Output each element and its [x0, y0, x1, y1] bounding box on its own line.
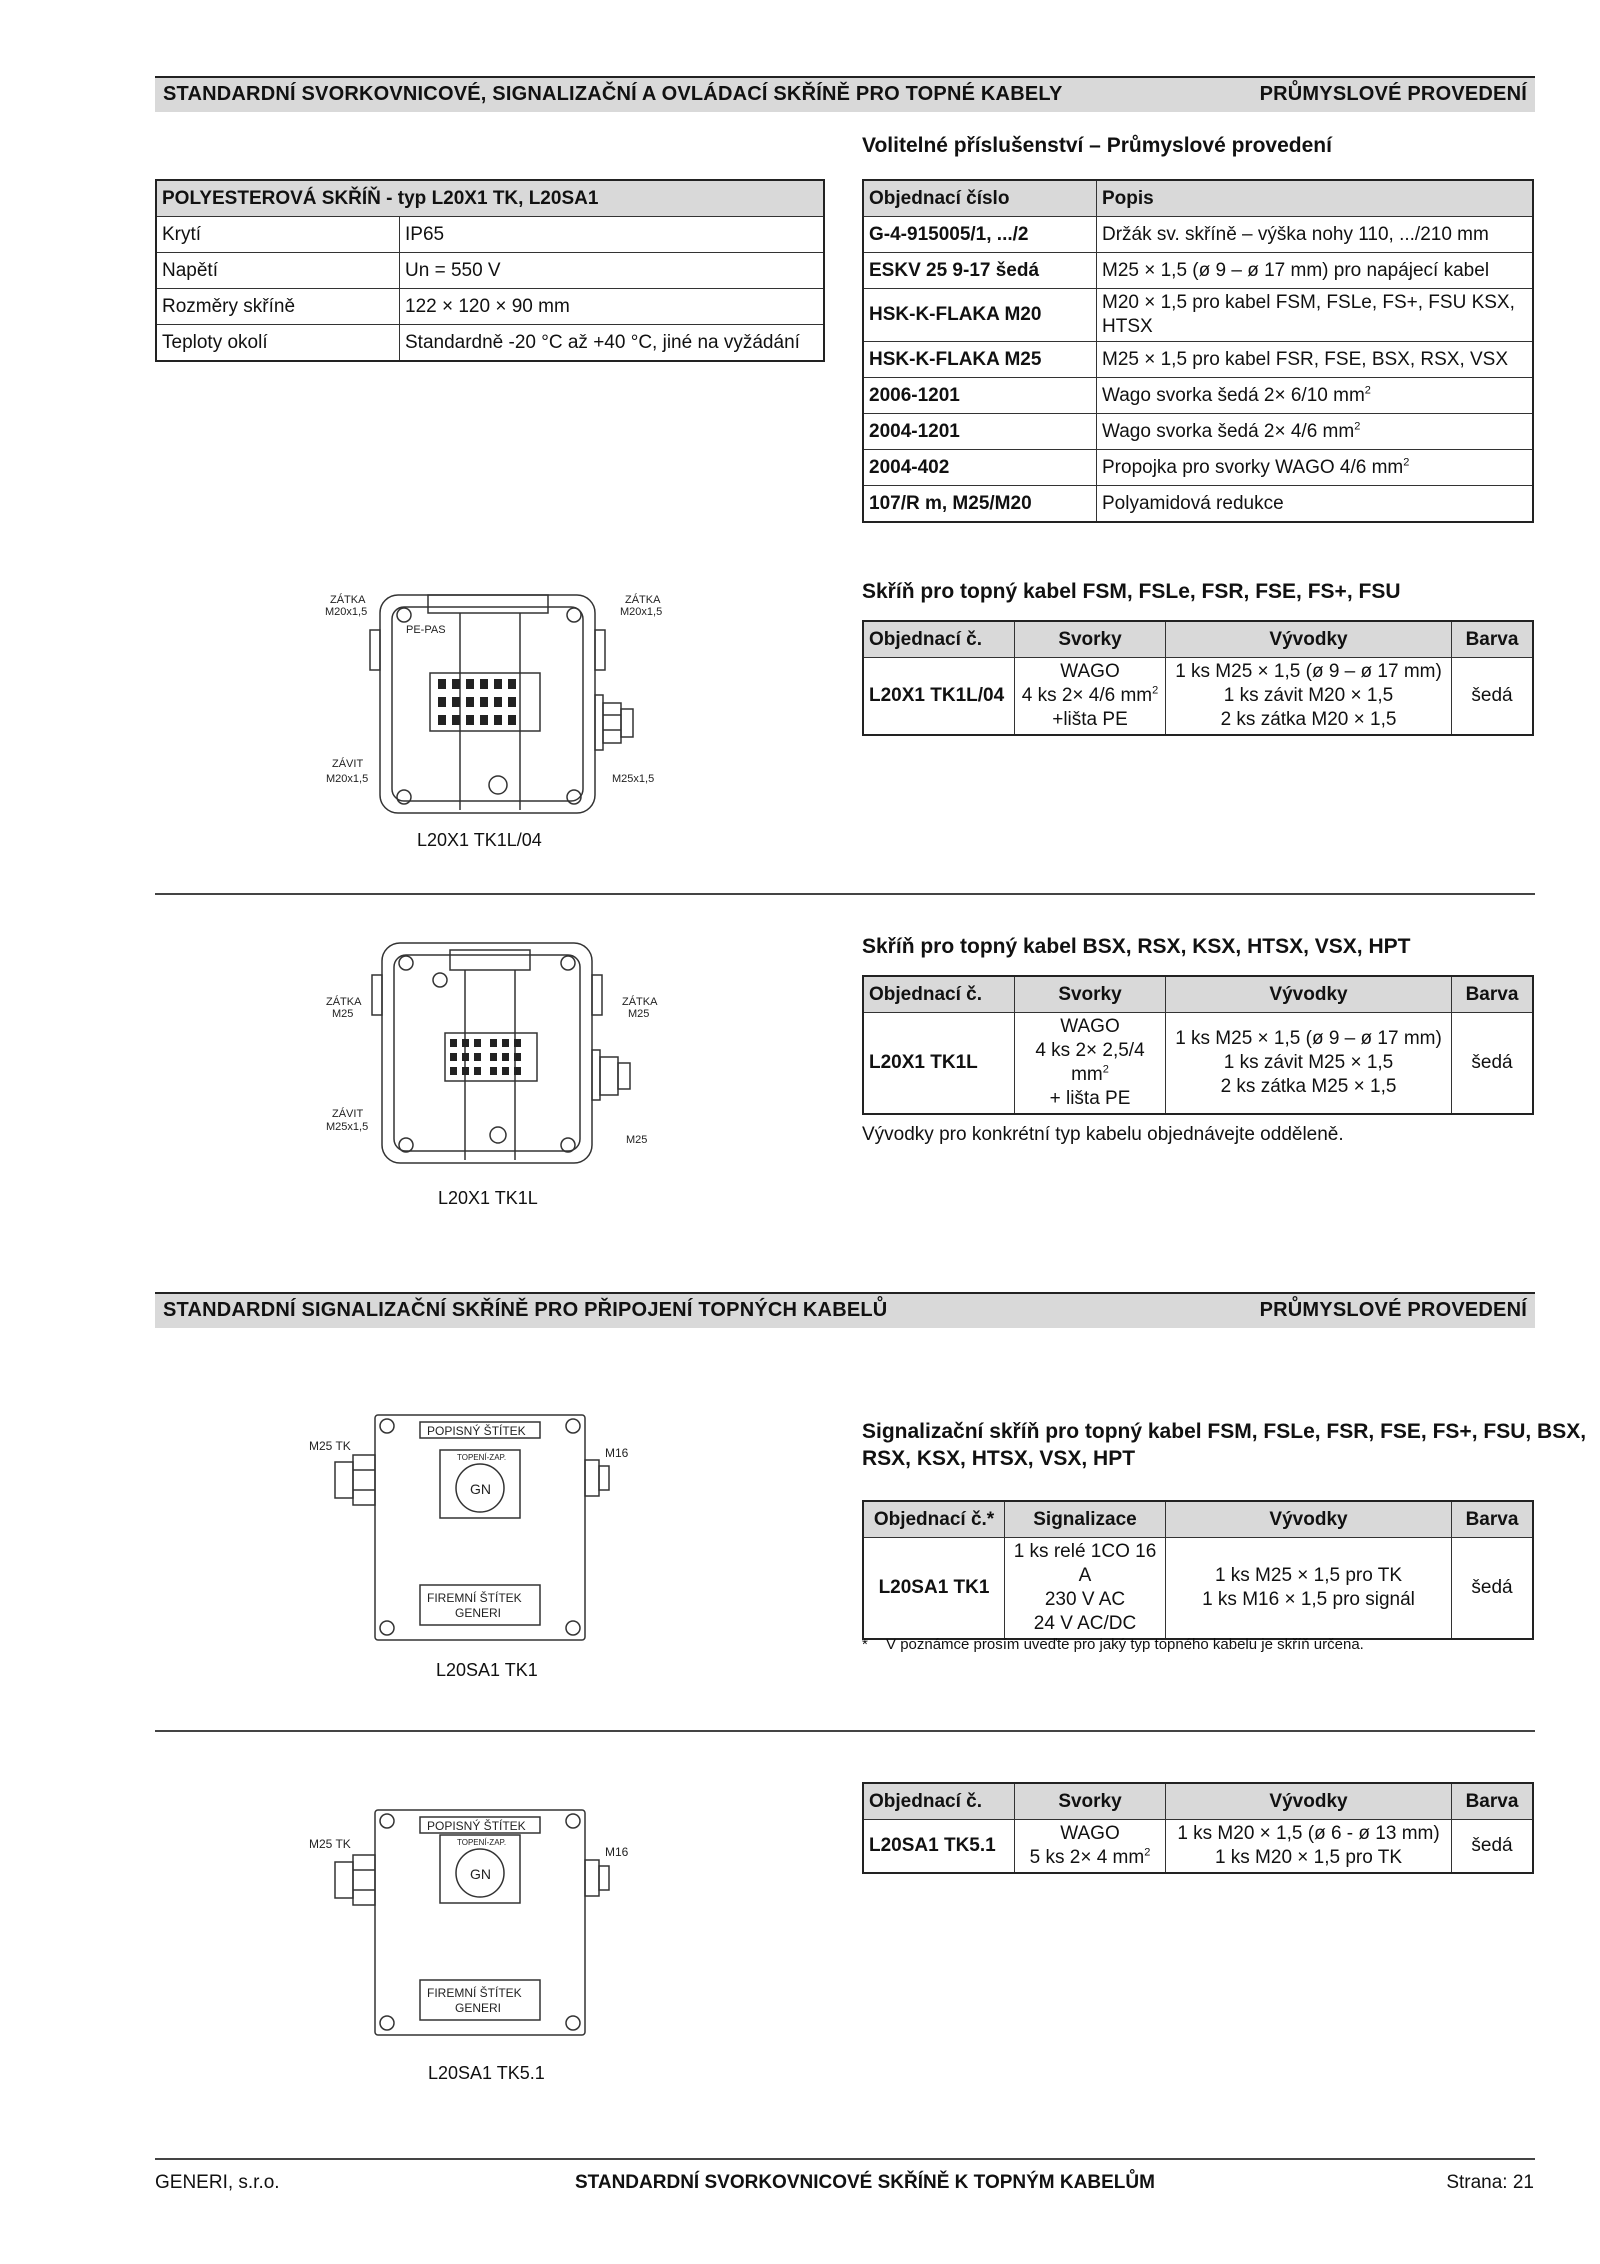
- firm-plate: FIREMNÍ ŠTÍTEK: [427, 1591, 522, 1605]
- header-title: STANDARDNÍ SVORKOVNICOVÉ, SIGNALIZAČNÍ A OVLÁDACÍ SKŘÍNĚ PRO TOPNÉ KABELY: [163, 83, 1063, 105]
- terminals-line: WAGO: [1060, 661, 1120, 682]
- col-header: Objednací č.: [863, 621, 1015, 658]
- order-code: 2004-1201: [863, 414, 1097, 450]
- thread-size: M25x1,5: [326, 1121, 369, 1133]
- box1-drawing: [320, 585, 663, 835]
- spec-title: POLYESTEROVÁ SKŘÍŇ - typ L20X1 TK, L20SA1: [156, 180, 824, 217]
- spec-key: Rozměry skříně: [156, 289, 400, 325]
- spec-key: Napětí: [156, 253, 400, 289]
- box2-title: Skříň pro topný kabel BSX, RSX, KSX, HTSX, VSX, HPT: [862, 935, 1411, 958]
- description: [1097, 253, 1534, 289]
- gland-right-label: M16: [605, 1845, 629, 1859]
- description-text: Propojka pro svorky WAGO 4/6 mm: [1102, 456, 1404, 478]
- superscript: 2: [1152, 684, 1159, 697]
- plug-left-label: ZÁTKA: [326, 996, 362, 1008]
- footer-page: Strana: 21: [1446, 2172, 1534, 2193]
- order-code: L20X1 TK1L/04: [863, 658, 1015, 736]
- terminals-line: WAGO: [1060, 1823, 1120, 1844]
- col-header: Svorky: [1015, 1783, 1166, 1820]
- glands-line: 1 ks M20 × 1,5 pro TK: [1214, 1847, 1403, 1868]
- glands-cell: [1166, 658, 1452, 736]
- col-header: Signalizace: [1005, 1501, 1166, 1538]
- col-header: Barva: [1452, 1783, 1534, 1820]
- order-code: HSK-K-FLAKA M20: [863, 289, 1097, 342]
- col-header: Vývodky: [1166, 1783, 1452, 1820]
- col-header: Objednací č.*: [863, 1501, 1005, 1538]
- superscript: 2: [1403, 456, 1410, 469]
- table-row: [863, 1538, 1533, 1640]
- table-row: [863, 450, 1533, 486]
- table-row: [863, 378, 1533, 414]
- plug-left-label: ZÁTKA: [330, 594, 366, 606]
- thread-size: M20x1,5: [326, 773, 369, 785]
- terminals-line: + lišta PE: [1049, 1088, 1131, 1109]
- superscript: 2: [1354, 420, 1361, 433]
- label-sub: TOPENÍ-ZAP.: [457, 1453, 507, 1462]
- table-row: [863, 1013, 1533, 1115]
- table-row: [863, 658, 1533, 736]
- gland-size: M25x1,5: [612, 773, 655, 785]
- separator: [155, 893, 1535, 895]
- terminals-line: 4 ks 2× 4/6 mm: [1021, 685, 1153, 706]
- signal-cell: [1005, 1538, 1166, 1640]
- col-header: Vývodky: [1166, 621, 1452, 658]
- gland-size: M25: [626, 1134, 648, 1146]
- description: [1097, 217, 1534, 253]
- accessories-title: Volitelné příslušenství – Průmyslové provedení: [862, 134, 1332, 157]
- order-code: 107/R m, M25/M20: [863, 486, 1097, 523]
- terminals-line: +lišta PE: [1052, 709, 1128, 730]
- color-cell: šedá: [1452, 1538, 1534, 1640]
- thread-label: ZÁVIT: [332, 758, 364, 770]
- col-header: Popis: [1097, 180, 1534, 217]
- description-text: Polyamidová redukce: [1102, 492, 1284, 514]
- box2-drawing: [320, 935, 660, 1175]
- description-text: Wago svorka šedá 2× 4/6 mm: [1102, 420, 1355, 442]
- description: [1097, 342, 1534, 378]
- footnote-text: V poznámce prosím uveďte pro jaký typ topného kabelu je skříň určena.: [886, 1636, 1364, 1653]
- terminals-line: 4 ks 2× 2,5/4 mm: [1035, 1040, 1145, 1085]
- plug-left-size: M20x1,5: [325, 606, 368, 618]
- description-text: M20 × 1,5 pro kabel FSM, FSLe, FS+, FSU KSX, HTSX: [1102, 292, 1515, 337]
- firm-plate: FIREMNÍ ŠTÍTEK: [427, 1986, 522, 2000]
- gn-label: GN: [470, 1481, 491, 1497]
- spec-key: Teploty okolí: [156, 325, 400, 362]
- label-plate: POPISNÝ ŠTÍTEK: [427, 1819, 526, 1833]
- spec-value: IP65: [400, 217, 825, 253]
- label-sub: TOPENÍ-ZAP.: [457, 1838, 507, 1847]
- description-text: Držák sv. skříně – výška nohy 110, .../210 mm: [1102, 223, 1489, 245]
- gn-label: GN: [470, 1866, 491, 1882]
- header-right: PRŮMYSLOVÉ PROVEDENÍ: [1259, 83, 1527, 105]
- box2-caption: L20X1 TK1L: [438, 1188, 538, 1208]
- order-code: ESKV 25 9-17 šedá: [863, 253, 1097, 289]
- spec-value: 122 × 120 × 90 mm: [400, 289, 825, 325]
- spec-value: Un = 550 V: [400, 253, 825, 289]
- description: [1097, 378, 1534, 414]
- box3-drawing: [305, 1410, 629, 1650]
- terminals-cell: [1015, 658, 1166, 736]
- col-header: Vývodky: [1166, 1501, 1452, 1538]
- order-code: L20X1 TK1L: [863, 1013, 1015, 1115]
- box2-table: [862, 975, 1534, 1115]
- spec-table: [155, 179, 825, 362]
- box3-title-2: RSX, KSX, HTSX, VSX, HPT: [862, 1447, 1136, 1470]
- table-row: [863, 486, 1533, 523]
- table-row: [863, 414, 1533, 450]
- pe-label: PE-PAS: [406, 624, 446, 636]
- box2-note: Vývodky pro konkrétní typ kabelu objednávejte odděleně.: [862, 1124, 1344, 1145]
- footer-title: STANDARDNÍ SVORKOVNICOVÉ SKŘÍNĚ K TOPNÝM KABELŮM: [575, 2172, 1155, 2193]
- gland-right-label: M16: [605, 1446, 629, 1460]
- footnote: [862, 1636, 1364, 1653]
- section2-right: PRŮMYSLOVÉ PROVEDENÍ: [1259, 1299, 1527, 1321]
- col-header: Vývodky: [1166, 976, 1452, 1013]
- plug-right-size: M20x1,5: [620, 606, 663, 618]
- gland-left-label: M25 TK: [309, 1439, 351, 1453]
- footnote-mark: *: [862, 1636, 868, 1653]
- box4-drawing: [305, 1805, 629, 2045]
- table-row: [863, 1820, 1533, 1874]
- glands-cell: [1166, 1538, 1452, 1640]
- superscript: 2: [1364, 384, 1371, 397]
- separator: [155, 1730, 1535, 1732]
- col-header: Barva: [1452, 976, 1534, 1013]
- order-code: G-4-915005/1, .../2: [863, 217, 1097, 253]
- superscript: 2: [1144, 1846, 1151, 1859]
- glands-line: 1 ks M20 × 1,5 (ø 6 - ø 13 mm): [1177, 1823, 1440, 1844]
- thread-label: ZÁVIT: [332, 1108, 364, 1120]
- plug-right-label: ZÁTKA: [622, 996, 658, 1008]
- table-row: [863, 289, 1533, 342]
- terminals-line: 5 ks 2× 4 mm: [1029, 1847, 1145, 1868]
- gland-left-label: M25 TK: [309, 1837, 351, 1851]
- box3-title: Signalizační skříň pro topný kabel FSM, FSLe, FSR, FSE, FS+, FSU, BSX,: [862, 1420, 1587, 1443]
- col-header: Objednací číslo: [863, 180, 1097, 217]
- glands-cell: [1166, 1013, 1452, 1115]
- description-text: Wago svorka šedá 2× 6/10 mm: [1102, 384, 1365, 406]
- color-cell: šedá: [1452, 1013, 1534, 1115]
- box3-caption: L20SA1 TK1: [436, 1660, 538, 1680]
- table-row: [156, 289, 824, 325]
- table-row: [156, 325, 824, 362]
- glands-line: 1 ks M25 × 1,5 (ø 9 – ø 17 mm): [1175, 661, 1442, 682]
- description-text: M25 × 1,5 pro kabel FSR, FSE, BSX, RSX, VSX: [1102, 348, 1509, 370]
- box1-title: Skříň pro topný kabel FSM, FSLe, FSR, FSE, FS+, FSU: [862, 580, 1401, 603]
- superscript: 2: [1102, 1063, 1109, 1076]
- col-header: Svorky: [1015, 976, 1166, 1013]
- description: [1097, 450, 1534, 486]
- footer-rule: [155, 2158, 1535, 2160]
- spec-value: Standardně -20 °C až +40 °C, jiné na vyžádání: [400, 325, 825, 362]
- signal-line: 230 V AC: [1044, 1589, 1126, 1610]
- order-code: L20SA1 TK5.1: [863, 1820, 1015, 1874]
- table-row: [156, 217, 824, 253]
- plug-right-size: M25: [628, 1008, 650, 1020]
- box1-table: [862, 620, 1534, 736]
- header-band: [155, 76, 1535, 112]
- terminals-cell: [1015, 1820, 1166, 1874]
- firm-name: GENERI: [455, 1606, 502, 1620]
- glands-line: 1 ks závit M25 × 1,5: [1223, 1052, 1394, 1073]
- box1-caption: L20X1 TK1L/04: [417, 830, 542, 850]
- table-row: [863, 342, 1533, 378]
- col-header: Barva: [1452, 621, 1534, 658]
- order-code: 2006-1201: [863, 378, 1097, 414]
- box4-caption: L20SA1 TK5.1: [428, 2063, 545, 2083]
- glands-line: 2 ks zátka M20 × 1,5: [1220, 709, 1397, 730]
- signal-line: 1 ks relé 1CO 16 A: [1013, 1541, 1157, 1586]
- section2-band: [155, 1292, 1535, 1328]
- color-cell: šedá: [1452, 1820, 1534, 1874]
- section2-title: STANDARDNÍ SIGNALIZAČNÍ SKŘÍNĚ PRO PŘIPOJENÍ TOPNÝCH KABELŮ: [163, 1299, 888, 1321]
- glands-cell: [1166, 1820, 1452, 1874]
- box4-table: [862, 1782, 1534, 1874]
- plug-left-size: M25: [332, 1008, 354, 1020]
- description: [1097, 486, 1534, 523]
- order-code: L20SA1 TK1: [863, 1538, 1005, 1640]
- glands-line: 1 ks závit M20 × 1,5: [1223, 685, 1394, 706]
- footer-company: GENERI, s.r.o.: [155, 2172, 280, 2193]
- glands-line: 1 ks M25 × 1,5 (ø 9 – ø 17 mm): [1175, 1028, 1442, 1049]
- table-row: [863, 253, 1533, 289]
- spec-key: Krytí: [156, 217, 400, 253]
- accessories-table: [862, 179, 1534, 523]
- firm-name: GENERI: [455, 2001, 502, 2015]
- description: [1097, 414, 1534, 450]
- label-plate: POPISNÝ ŠTÍTEK: [427, 1424, 526, 1438]
- glands-line: 1 ks M16 × 1,5 pro signál: [1202, 1589, 1415, 1610]
- table-row: [156, 253, 824, 289]
- box3-table: [862, 1500, 1534, 1640]
- col-header: Barva: [1452, 1501, 1534, 1538]
- description-text: M25 × 1,5 (ø 9 – ø 17 mm) pro napájecí kabel: [1102, 259, 1490, 281]
- terminals-cell: [1015, 1013, 1166, 1115]
- description: [1097, 289, 1534, 342]
- signal-line: 24 V AC/DC: [1033, 1613, 1137, 1634]
- order-code: 2004-402: [863, 450, 1097, 486]
- col-header: Objednací č.: [863, 976, 1015, 1013]
- glands-line: 2 ks zátka M25 × 1,5: [1220, 1076, 1397, 1097]
- table-row: [863, 217, 1533, 253]
- color-cell: šedá: [1452, 658, 1534, 736]
- order-code: HSK-K-FLAKA M25: [863, 342, 1097, 378]
- plug-right-label: ZÁTKA: [625, 594, 661, 606]
- col-header: Objednací č.: [863, 1783, 1015, 1820]
- glands-line: 1 ks M25 × 1,5 pro TK: [1214, 1565, 1403, 1586]
- terminals-line: WAGO: [1060, 1016, 1120, 1037]
- col-header: Svorky: [1015, 621, 1166, 658]
